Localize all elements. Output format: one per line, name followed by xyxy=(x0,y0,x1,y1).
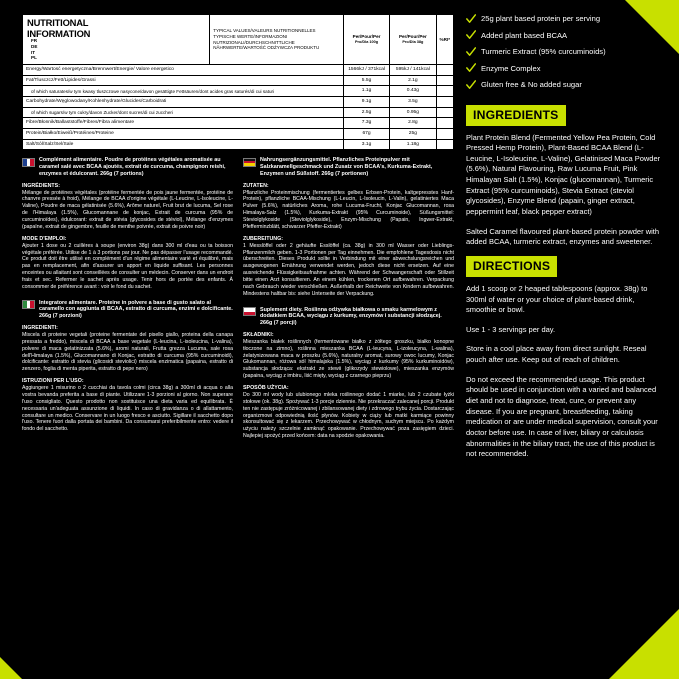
directions-heading: DIRECTIONS xyxy=(466,256,557,277)
list-item xyxy=(466,47,662,57)
flag-fr-icon xyxy=(22,158,35,167)
directions-paragraph-4: Do not exceed the recommended usage. This product should be used in conjunction with a varied and balanced diet and not to diagnose, treat, cure, or prevent any disease. If you are pregnant, breastfeeding, taking medication or are under medical supervision, consult your doctor before use. In case of liver, biliary or calculosis abnormalities in the biliary tract, the use of this product is not recommended. xyxy=(466,374,658,459)
section-title-de-ingredients: ZUTATEN: xyxy=(243,182,269,189)
nutrition-table-header-row xyxy=(23,15,454,65)
nutrition-title-line2: INFORMATION xyxy=(27,27,91,39)
flag-it-icon xyxy=(22,300,35,309)
flag-de-icon xyxy=(243,158,256,167)
row-38g-carbohydrate: 3.5g xyxy=(390,97,436,108)
table-row xyxy=(23,129,454,140)
section-title-pl-directions: SPOSÓB UŻYCIA: xyxy=(243,385,289,391)
row-38g-fat: 2.1g xyxy=(390,75,436,86)
nutrition-col-100g xyxy=(343,15,389,65)
row-label-energy: Energy/Wartosć energetyczna/Brennwert/Energie/ Valore energetico xyxy=(23,65,344,76)
nutrition-col-ri: %RI* xyxy=(436,15,453,65)
table-row xyxy=(23,139,454,150)
row-label-salt: Salt/Sól/Salz/Sel/Sale xyxy=(23,139,344,150)
left-column xyxy=(22,14,454,449)
row-ri-saturates xyxy=(436,86,453,97)
section-body-it-directions: Aggiungere 1 misurino o 2 cucchiai da tavola colmi (circa 38g) a 300ml di acqua o alla vostra bevanda preferita a base di piante. Utilizzare 1-3 porzioni al giorno. Non superare l'uso consigliato. Questo prodotto non sostituisce una dieta varia ed equilibrata. È necessaria un'adeguata assunzione di liquidi. In caso di gravidanza o di allattamento, consultare un medico. Conservare in un luogo fresco e asciutto. Sigillare il sacchetto dopo l'uso. Tenere fuori dalla portata dei bambini. Da consumarsi preferibilmente entro: vedere il fondo del sacchetto. xyxy=(22,385,233,433)
nutrition-title-line1: NUTRITIONAL xyxy=(27,17,89,28)
language-heading-it: Integratore alimentare. Proteine in polvere a base di gusto salato al caramello con aggiunta di BCAA, estratto di curcuma, enzimi e dolcificante. 266g (7 porzioni) xyxy=(39,299,233,320)
col-100g-line1: Per/Pour/Per xyxy=(352,34,381,40)
table-row xyxy=(23,107,454,118)
lang-code-pl: PL xyxy=(31,55,37,61)
section-title-pl-ingredients: SKŁADNIKI: xyxy=(243,331,274,338)
nutrition-title-cell xyxy=(23,15,210,65)
table-row xyxy=(23,86,454,97)
nutrition-language-codes xyxy=(31,38,37,61)
lang-code-it: IT xyxy=(31,49,36,55)
section-body-de-ingredients: Pflanzliche Proteinmischung (fermentiertes gelbes Erbsen-Protein, kaltgepresstes Hanf-Protein), pflanzliche BCAA-Mischung (L-Leucin, L-Isoleucin, L-Valin), gelatiniertes Maca Pulver (5.6%), natürliches Aroma, rohe Lucuma-Frucht, Konjac Glucomannan, rosa Himalaya-Salz (1.5%), Kurkuma-Extrakt (95% Curcuminoide), Süßungsmittel: Steviolglykoside (Steviolglykoside), Enzym-Mischung (Papain, Ingwer-Extrakt, Pfefferminzblätt, schwarzer Pfeffer-Extrakt) xyxy=(243,189,454,230)
nutrition-subtitle-cell xyxy=(210,15,344,65)
row-100g-energy: 1566kJ / 371kcal xyxy=(343,65,389,76)
language-header-fr xyxy=(22,157,233,177)
right-column xyxy=(466,14,662,460)
check-icon xyxy=(466,14,476,24)
row-label-protein: Protein/Białko/Eiweiß/Protéines/Proteine xyxy=(23,129,344,140)
col-100g-line2: Pro/Dla 100g xyxy=(354,40,379,45)
section-title-it-ingredients: INGREDIENTI: xyxy=(22,324,58,331)
row-38g-sugars: 0.95g xyxy=(390,107,436,118)
row-100g-saturates: 1.1g xyxy=(343,86,389,97)
language-header-pl xyxy=(243,307,454,327)
row-38g-protein: 25g xyxy=(390,129,436,140)
row-100g-fat: 5.5g xyxy=(343,75,389,86)
row-label-fibre: Fibre/Błonnik/Ballaststoffe/Fibres/Fibra alimentare xyxy=(23,118,344,129)
directions-paragraph-3: Store in a cool place away from direct sunlight. Reseal pouch after use. Keep out of reach of children. xyxy=(466,344,647,365)
row-100g-sugars: 2.5g xyxy=(343,107,389,118)
col-38g-line2: Pro/Dla 38g xyxy=(402,40,424,45)
list-item xyxy=(466,64,662,74)
nutrition-subtitle-line1: TYPICAL VALUES/VALEURS NUTRITIONNELLES xyxy=(213,28,316,34)
row-ri-fibre xyxy=(436,118,453,129)
row-38g-saturates: 0.43g xyxy=(390,86,436,97)
table-row xyxy=(23,97,454,108)
ingredients-body xyxy=(466,133,662,248)
language-header-it xyxy=(22,300,233,320)
row-38g-fibre: 2.8g xyxy=(390,118,436,129)
language-heading-de: Nahrungsergänzungsmittel. Pflanzliches Proteinpulver mit Salzkaramellgeschmack und Zusatz von BCAA's, Kurkuma-Extrakt, Enzymen und Süßstoff. 266g (7 portionen) xyxy=(260,157,433,177)
col-38g-line1: Per/Pour/Per xyxy=(398,34,427,40)
language-sections xyxy=(22,157,454,449)
language-block-pl xyxy=(243,307,454,440)
language-column-right xyxy=(243,157,454,449)
nutrition-title xyxy=(27,17,205,38)
section-title-it-directions: ISTRUZIONI PER L'USO: xyxy=(22,378,84,385)
lang-code-fr: FR xyxy=(31,38,38,44)
section-body-fr-ingredients: Mélange de protéines végétales (protéine fermentée de pois jaune fermentée, protéine de chanvre pressée à froid), Mélange de BCAA d'origine végétale (L-Leucine, L-Isoleucine, L-Valine), Poudre de maca gélatinisée (5.6%), Arôme naturel, Fruit brut de lucuma, Sel rose de l'Himalaya (1.5%), Glucomannane de konjac, Extrait de curcuma (95% de curcuminoïdes), édulcorant: extrait de stévia (glycosides de stéviol), Mélange d'enzymes (papaïne, extrait de gingembre, feuille de menthe poivrée, extrait de poivre noir) xyxy=(22,189,233,230)
directions-body xyxy=(466,284,662,460)
directions-paragraph-2: Use 1 - 3 servings per day. xyxy=(466,324,556,334)
table-row xyxy=(23,65,454,76)
flag-pl-icon xyxy=(243,307,256,316)
check-icon xyxy=(466,63,476,73)
benefit-label: Gluten free & No added sugar xyxy=(481,80,582,89)
language-block-fr xyxy=(22,157,233,290)
row-38g-salt: 1.18g xyxy=(390,139,436,150)
corner-decoration-bottom-left xyxy=(0,657,22,679)
row-38g-energy: 595kJ / 141kcal xyxy=(390,65,436,76)
section-body-pl-ingredients: Mieszanka białek roślinnych (fermentowane białko z żółtego groszku, białko konopne tłoczone na zimno), roślinna mieszanka BCAA (L-leucyna, L-izoleucyna, L-walina), żelatynizowana maca w proszku (5.6%), naturalny aromat, surowy owoc lucumy, Konjac Glukomannan, różowa sól himalajska (1.5%), wyciąg z kurkumy (95% kurkuminoidów), substancja słodząca: ekstrakt ze stewii (glikozydy stewiolowe), mieszanka enzymów (papaina, wyciąg z imbiru, liść mięty, wyciąg z czarnego pieprzu) xyxy=(243,338,454,380)
ingredients-paragraph-2: Salted Caramel flavoured plant-based protein powder with added BCAA, turmeric extract, enzymes and sweetener. xyxy=(466,226,660,247)
row-label-saturates: of which saturates/w tym kwasy tluszczowe nasycone/davon gesättigte Fettsäuren/dont acides gras saturés/di cui saturi xyxy=(23,86,344,97)
language-block-it xyxy=(22,300,233,433)
list-item xyxy=(466,80,662,90)
check-icon xyxy=(466,80,476,90)
row-label-sugars: of which sugars/w tym cukry/davon Zucker/dont sucres/di cui zuccheri xyxy=(23,107,344,118)
section-body-pl-directions: Do 300 ml wody lub ulubionego mleka roślinnego dodać 1 miarke, lub 2 czubate łyżki stołowe (ok. 38g). Spożywać 1-3 porcje dziennie. Nie przekraczać zalecanej porcji. Produkt ten nie zastępuje zróżnicowanej i zbilansowanej diety i zdrowego trybu życia. Dostarczając organizmowi odpowiednią ilość płynów. Kobiety w ciąży lub matki karmiące powinny skonsultować się z lekarzem. Przechowywać w chłodnym, suchym miejscu. Po każdym użyciu należy szczelnie zamknąć opakowanie. Przechowywać poza zasięgiem dzieci. Najlepiej spożyć przed końcem: data na spodzie opakowania. xyxy=(243,392,454,440)
language-heading-pl: Suplement diety. Roślinna odżywka białkowa o smaku karmelowym z dodatkiem BCAA, wyciągu z kurkumy, enzymów i substancji słodzącej. 266g (7 porcji) xyxy=(260,306,442,327)
benefits-list xyxy=(466,14,662,90)
row-100g-salt: 3.1g xyxy=(343,139,389,150)
row-100g-carbohydrate: 9.1g xyxy=(343,97,389,108)
row-ri-carbohydrate xyxy=(436,97,453,108)
row-100g-protein: 67g xyxy=(343,129,389,140)
table-row xyxy=(23,75,454,86)
lang-code-de: DE xyxy=(31,43,38,49)
row-ri-salt xyxy=(436,139,453,150)
row-label-carbohydrate: Carbohydrate/Węglowodany/Kohlenhydrate/Glucides/Carboidrati xyxy=(23,97,344,108)
benefit-label: Enzyme Complex xyxy=(481,63,541,73)
benefit-label: Added plant based BCAA xyxy=(481,30,568,40)
corner-decoration-bottom-right xyxy=(609,609,679,679)
check-icon xyxy=(466,47,476,57)
list-item xyxy=(466,31,662,41)
row-ri-energy xyxy=(436,65,453,76)
benefit-label: Turmeric Extract (95% curcuminoids) xyxy=(481,47,606,56)
section-title-fr-ingredients: INGRÉDIENTS: xyxy=(22,182,60,189)
check-icon xyxy=(466,30,476,40)
section-body-fr-directions: Ajouter 1 dose ou 2 cuillères à soupe (environ 38g) dans 300 ml d'eau ou ta boisson végétale préférée. Utilise de 1 à 3 portions par jour. Ne pas dépasser l'usage recommandé. Ce produit doit être utilisé en complément d'un régime alimentaire varié et équilibré, mais pas en remplacement, afin d'assurer un apport en liquide suffisant. Les personnes enceintes ou allaitant sont conseillées de consulter un médecin. Conserver dans un endroit frais et sec. Refermer le sachet après usage. Tenir hors de portée des enfants. À consommer de préférence avant : voir le fond du sachet. xyxy=(22,242,233,290)
row-ri-protein xyxy=(436,129,453,140)
row-ri-sugars xyxy=(436,107,453,118)
benefit-label: 25g plant based protein per serving xyxy=(481,14,601,23)
nutrition-subtitle-line2: TYPISCHE WERTE/INFORMAZIONI NUTRIZIONALI/DURCHSCHNITTLICHE xyxy=(213,33,295,45)
list-item xyxy=(466,14,662,24)
row-label-fat: Fat/Tlusczcz/Fett/Lipides/Grassi xyxy=(23,75,344,86)
section-body-de-directions: 1 Messlöffel oder 2 gehäufte Esslöffel (ca. 38g) in 300 ml Wasser oder Lieblings-Pflanzenmilch geben. 1-3 Portionen per Tag einnehmen. Die empfohlene Tagesdosis nicht überschreiten. Dieses Produkt sollte in Verbindung mit einer abwechslungsreichen und ausgewogenen Ernährung verwendet werden, jedoch diese nicht ersetzen. Auf eine ausreichende Flüssigkeitsaufnahme achten. Während der Schwangerschaft oder Stillzeit bitte einen Arzt konsultieren. An einem kühlen, trockenen Ort aufbewahren. Verpackung nach Gebrauch wieder verschließen. Außerhalb der Reichweite von Kindern aufbewahren. Mindestens haltbar bis: siehe Unterseite der Verpackung. xyxy=(243,242,454,297)
nutrition-col-38g xyxy=(390,15,436,65)
ingredients-paragraph-1: Plant Protein Blend (Fermented Yellow Pea Protein, Cold Pressed Hemp Protein), Plant-Based BCAA Blend (L-Leucine, L-Isoleucine, L-Valine), Gelatinised Maca Powder (5.6%), Natural Flavouring, Raw Lucuma Fruit, Pink Himalayan Salt (1.5%), Konjac (glucomannan), Turmeric Extract (95% curcuminoids), Stevia Extract (steviol glycosides), Enzyme Blend (papain, ginger extract, peppermint leaf, black pepper extract) xyxy=(466,132,661,216)
language-heading-fr: Complément alimentaire. Poudre de protéines végétales aromatisée au caramel salé avec BCAA ajoutés, extrait de curcuma, champignon reishi, enzymes et édulcorant. 266g (7 portions) xyxy=(39,157,226,177)
section-body-it-ingredients: Miscela di proteine vegetali (proteine fermentate del pisello giallo, proteina della canapa pressata a freddo), miscela di BCAA a base vegetale (L-leucina, L-isoleucina, L-valina), polvere di maca gelatinizzata (5.6%), aromi naturali, Frutta grezza Lucuma, sale rosa dell'Himalaya (1.5%), Glucomannano di Konjac, estratto di curcuma (95% curcuminoidi), dolcificante: estratto di stevia (glicosidi steviolici) miscela enzimatica (papaina, estratto di zenzero, foglia di menta piperita, estratto di pepe nero) xyxy=(22,331,233,373)
ingredients-heading: INGREDIENTS xyxy=(466,105,566,126)
nutrition-table xyxy=(22,14,454,150)
row-100g-fibre: 7.3g xyxy=(343,118,389,129)
directions-paragraph-1: Add 1 scoop or 2 heaped tablespoons (approx. 38g) to 300ml of water or your choice of plant-based drink, smoothie or bowl. xyxy=(466,283,648,315)
row-ri-fat xyxy=(436,75,453,86)
section-title-de-directions: ZUBEREITUNG: xyxy=(243,235,284,242)
language-column-left xyxy=(22,157,233,449)
nutrition-subtitle-line3: NÄHRWERTE/WARTOŚĆ ODŻYWCZA PRODUKTU xyxy=(213,45,320,51)
section-title-fr-directions: MODE D'EMPLOI: xyxy=(22,235,67,242)
language-block-de xyxy=(243,157,454,297)
table-row xyxy=(23,118,454,129)
language-header-de xyxy=(243,157,454,177)
